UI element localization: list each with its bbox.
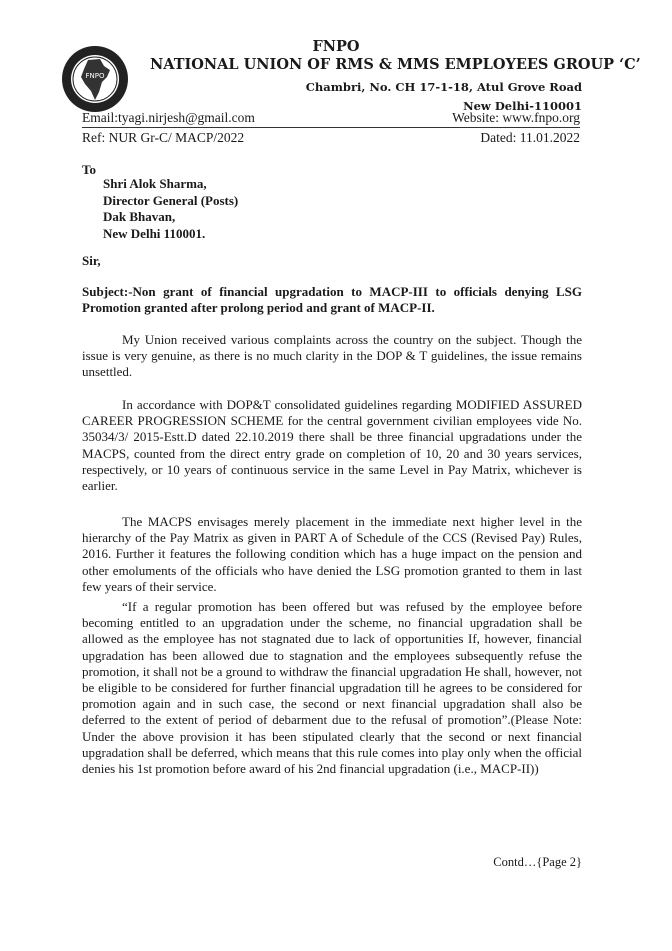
continued-note: Contd…{Page 2} [493,855,582,869]
contact-row [82,110,580,128]
addressee-office: Dak Bhavan, [103,209,176,224]
reference-number: Ref: NUR Gr-C/ MACP/2022 [82,130,245,145]
body-paragraph-3 [82,514,582,595]
letter-date: Dated: 11.01.2022 [480,130,580,145]
website-link[interactable]: Website: www.fnpo.org [452,110,580,125]
salutation: Sir, [82,253,101,268]
address-line-1: Chambri, No. CH 17-1-18, Atul Grove Road [305,80,582,94]
to-label: To [82,162,96,177]
subject-line: Subject:-Non grant of financial upgradation to MACP-III to officials denying LSG Promotion granted after prolong period and grant of MACP-II. [82,284,582,315]
paragraph-text: In accordance with DOP&T consolidated guidelines regarding MODIFIED ASSURED CAREER PROGRESSION SCHEME for the central government civilian employees vide No. 35034/3/ 2015-Estt.D dated 22.10.2019 there shall be three financial upgradations under the MACPS, counted from the direct entry grade on completion of 10, 20 and 30 years services, respectively, or 10 years of continuous service in the same Level in Pay Matrix, whichever is earlier. [82,397,582,494]
body-paragraph-2 [82,397,582,494]
email-link[interactable]: Email:tyagi.nirjesh@gmail.com [82,110,255,125]
addressee-designation: Director General (Posts) [103,192,239,208]
addressee-name: Shri Alok Sharma, [103,176,207,191]
body-paragraph-1 [82,332,582,381]
paragraph-text: “If a regular promotion has been offered but was refused by the employee before becoming entitled to an upgradation under the scheme, no financial upgradation shall be allowed as the employee has not stagnated due to lack of opportunities If, however, financial upgradation has been allowed due to stagnation and the employees subsequently refuse the promotion, it shall not be a ground to withdraw the financial upgradation He shall, however, not be eligible to be considered for further financial upgradation till he agrees to be considered for promotion again and in such case, the second or next financial upgradation shall also be deferred to the extent of period of debarment due to the refusal of promotion”.(Please Note: Under the above provision it has been stipulated clearly that the second or next financial upgradation shall be deferred, which means that this rule comes into play only when the official denies his 1st promotion before award of his 2nd financial upgradation (i.e., MACP-II)) [82,599,582,777]
address-line-2: New Delhi-110001 [463,99,582,113]
addressee-block [103,176,238,242]
org-full-name: NATIONAL UNION OF RMS & MMS EMPLOYEES GROUP ‘C’ [150,56,641,73]
addressee-city: New Delhi 110001. [103,225,206,241]
org-short-name: FNPO [312,38,360,55]
paragraph-text: The MACPS envisages merely placement in the immediate next higher level in the hierarchy of the Pay Matrix as given in PART A of Schedule of the CCS (Revised Pay) Rules, 2016. Further it features the following condition which has a huge impact on the pension and other emoluments of the officials who have denied the LSG promotion granted to them in last few years of their service. [82,514,582,594]
logo-label: FNPO [85,72,105,80]
body-paragraph-4 [82,599,582,777]
paragraph-text: My Union received various complaints across the country on the subject. Though the issue is very genuine, as there is no much clarity in the DOP & T guidelines, the issue remains unsettled. [82,332,582,380]
